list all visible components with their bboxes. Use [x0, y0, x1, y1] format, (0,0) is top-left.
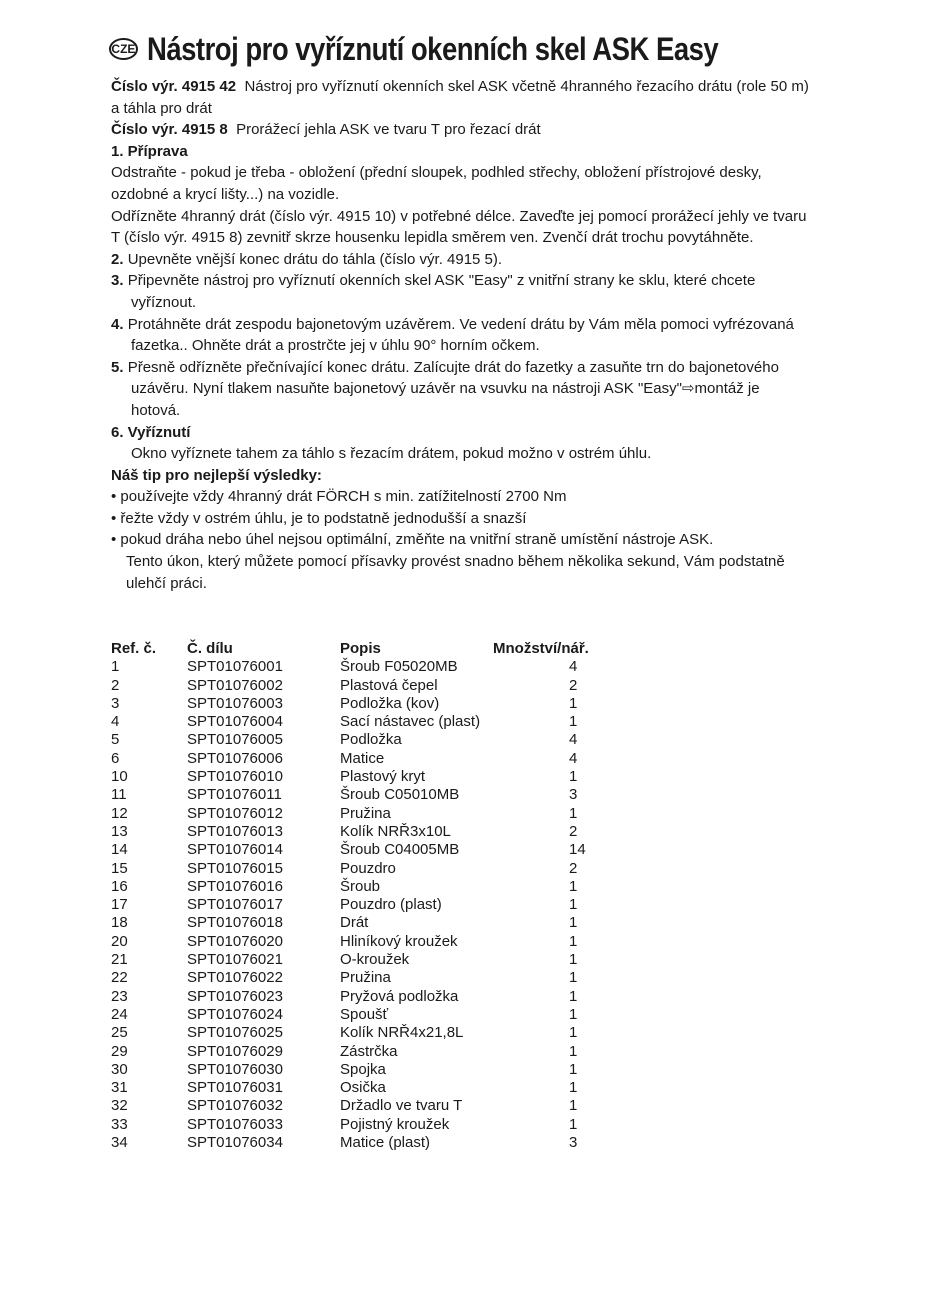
instructions-body: [111, 76, 811, 594]
intro-item: Číslo výr. 4915 42 Nástroj pro vyříznutí okenních skel ASK včetně 4hranného řezacího drátu (role 50 m) a táhla pro drát: [111, 78, 809, 117]
cell-description: Plastová čepel: [340, 676, 438, 694]
cell-description: Hliníkový kroužek: [340, 932, 458, 950]
cell-description: Šroub F05020MB: [340, 658, 458, 676]
cell-quantity: 1: [569, 877, 578, 895]
cell-description: Sací nástavec (plast): [340, 713, 481, 731]
parts-table-body: [111, 658, 613, 1152]
table-row: [111, 1024, 613, 1042]
table-row: [111, 1134, 613, 1152]
cell-description: Pouzdro: [340, 859, 396, 877]
table-row: [111, 1061, 613, 1079]
cell-ref: 33: [111, 1115, 128, 1133]
column-header-part-number: Č. dílu: [187, 640, 233, 657]
document-page: [111, 28, 811, 594]
cell-description: Držadlo ve tvaru T: [340, 1097, 463, 1115]
tip-item-continuation: Tento úkon, který můžete pomocí přísavky provést snadno během několika sekund, Vám podstatně ulehčí práci.: [126, 553, 785, 592]
cell-ref: 24: [111, 1005, 128, 1023]
step-1-paragraph: Odstraňte - pokud je třeba - obložení (přední sloupek, podhled střechy, obložení přístrojové desky, ozdobné a krycí lišty...) na vozidle.: [111, 164, 762, 203]
table-row: [111, 695, 613, 713]
step-3: 3. Připevněte nástroj pro vyříznutí okenních skel ASK "Easy" z vnitřní strany ke sklu, které chcete vyříznout.: [111, 272, 756, 311]
cell-ref: 13: [111, 822, 128, 840]
cell-quantity: 1: [569, 1079, 578, 1097]
cell-description: Matice (plast): [340, 1134, 431, 1152]
cell-description: Pružina: [340, 969, 391, 987]
cell-quantity: 1: [569, 969, 578, 987]
step-6-text: Okno vyříznete tahem za táhlo s řezacím drátem, pokud možno v ostrém úhlu.: [131, 445, 652, 463]
cell-part-number: SPT01076011: [187, 786, 282, 804]
step-1-heading: 1. Příprava: [111, 142, 188, 160]
cell-quantity: 4: [569, 749, 578, 767]
tip-item: • používejte vždy 4hranný drát FÖRCH s min. zatížitelností 2700 Nm: [111, 488, 567, 506]
table-row: [111, 677, 613, 695]
cell-part-number: SPT01076030: [187, 1060, 283, 1078]
cell-ref: 4: [111, 713, 120, 731]
cell-part-number: SPT01076022: [187, 969, 283, 987]
cell-part-number: SPT01076006: [187, 749, 283, 767]
table-row: [111, 878, 613, 896]
cell-quantity: 1: [569, 1115, 578, 1133]
cell-description: Plastový kryt: [340, 768, 426, 786]
cell-part-number: SPT01076021: [187, 951, 283, 969]
cell-part-number: SPT01076002: [187, 676, 283, 694]
table-row: [111, 1097, 613, 1115]
cell-part-number: SPT01076032: [187, 1097, 283, 1115]
table-row: [111, 860, 613, 878]
cell-quantity: 1: [569, 694, 578, 712]
cell-part-number: SPT01076025: [187, 1024, 283, 1042]
cell-description: Spojka: [340, 1060, 386, 1078]
cell-quantity: 1: [569, 1024, 578, 1042]
cell-part-number: SPT01076012: [187, 804, 283, 822]
cell-ref: 22: [111, 969, 128, 987]
cell-ref: 34: [111, 1134, 128, 1152]
page-title: Nástroj pro vyříznutí okenních skel ASK Easy: [146, 30, 719, 67]
step-5: 5. Přesně odřízněte přečnívající konec drátu. Zalícujte drát do fazetky a zasuňte trn do bajonetového uzávěru. Nyní tlakem nasuňte bajonetový uzávěr na vsuvku na nástroji ASK "Easy"⇨montáž je hotová.: [111, 358, 779, 419]
table-row: [111, 841, 613, 859]
cell-ref: 2: [111, 676, 120, 694]
cell-ref: 29: [111, 1042, 128, 1060]
cell-ref: 21: [111, 951, 128, 969]
cell-part-number: SPT01076024: [187, 1005, 283, 1023]
cell-part-number: SPT01076031: [187, 1079, 283, 1097]
cell-description: Kolík NRŘ3x10L: [340, 822, 451, 840]
title-row: [109, 28, 811, 70]
cell-ref: 1: [111, 658, 120, 676]
cell-quantity: 1: [569, 1042, 578, 1060]
cell-description: Zástrčka: [340, 1042, 398, 1060]
cell-ref: 3: [111, 694, 120, 712]
table-row: [111, 896, 613, 914]
cell-ref: 16: [111, 877, 128, 895]
step-1-paragraph: Odřízněte 4hranný drát (číslo výr. 4915 10) v potřebné délce. Zaveďte jej pomocí prorážecí jehly ve tvaru T (číslo výr. 4915 8) zevnitř skrze housenku lepidla směrem ven. Zvenčí drát trochu povytáhněte.: [111, 207, 807, 247]
cell-quantity: 1: [569, 768, 578, 786]
cell-quantity: 1: [569, 713, 578, 731]
parts-table: [111, 640, 613, 1152]
cell-ref: 14: [111, 841, 128, 859]
cell-part-number: SPT01076001: [187, 658, 283, 676]
table-row: [111, 914, 613, 932]
cell-ref: 10: [111, 768, 128, 786]
cell-part-number: SPT01076033: [187, 1115, 283, 1133]
cell-quantity: 1: [569, 987, 578, 1005]
cell-description: Pojistný kroužek: [340, 1115, 450, 1133]
cell-part-number: SPT01076003: [187, 694, 283, 712]
cell-description: Podložka (kov): [340, 694, 440, 712]
cell-quantity: 14: [569, 841, 586, 859]
cell-description: Matice: [340, 749, 385, 767]
cell-quantity: 2: [569, 859, 578, 877]
table-row: [111, 731, 613, 749]
cell-ref: 30: [111, 1060, 128, 1078]
cell-quantity: 1: [569, 1005, 578, 1023]
cell-part-number: SPT01076010: [187, 768, 283, 786]
column-header-quantity: Množství/nář.: [493, 640, 589, 657]
cell-ref: 25: [111, 1024, 128, 1042]
table-row: [111, 823, 613, 841]
table-row: [111, 969, 613, 987]
cell-ref: 20: [111, 932, 128, 950]
cell-part-number: SPT01076005: [187, 731, 283, 749]
cell-quantity: 1: [569, 951, 578, 969]
cell-part-number: SPT01076017: [187, 896, 283, 914]
table-row: [111, 951, 613, 969]
cell-ref: 11: [111, 786, 127, 804]
tip-heading: Náš tip pro nejlepší výsledky:: [111, 466, 322, 484]
cell-description: Šroub: [340, 877, 381, 895]
cell-description: O-kroužek: [340, 951, 410, 969]
step-6-heading: 6. Vyříznutí: [111, 423, 191, 441]
cell-description: Podložka: [340, 731, 402, 749]
cell-ref: 12: [111, 804, 128, 822]
cell-part-number: SPT01076013: [187, 822, 283, 840]
tip-item: • pokud dráha nebo úhel nejsou optimální, změňte na vnitřní straně umístění nástroje ASK.: [111, 531, 714, 549]
cell-description: Drát: [340, 914, 369, 932]
cell-quantity: 3: [569, 786, 578, 804]
cell-ref: 15: [111, 859, 128, 877]
cell-ref: 18: [111, 914, 128, 932]
cell-part-number: SPT01076034: [187, 1134, 283, 1152]
cell-quantity: 1: [569, 1060, 578, 1078]
cell-description: Pružina: [340, 804, 391, 822]
cell-description: Spoušť: [340, 1005, 389, 1023]
table-row: [111, 1116, 613, 1134]
table-row: [111, 805, 613, 823]
cell-ref: 31: [111, 1079, 128, 1097]
table-row: [111, 933, 613, 951]
cell-part-number: SPT01076018: [187, 914, 283, 932]
cell-description: Osička: [340, 1079, 386, 1097]
table-row: [111, 988, 613, 1006]
cell-description: Šroub C05010MB: [340, 786, 460, 804]
cell-quantity: 3: [569, 1134, 578, 1152]
cell-part-number: SPT01076020: [187, 932, 283, 950]
tip-item: • řežte vždy v ostrém úhlu, je to podstatně jednodušší a snazší: [111, 509, 527, 527]
cell-part-number: SPT01076014: [187, 841, 283, 859]
cell-quantity: 1: [569, 1097, 578, 1115]
parts-table-header: [111, 640, 613, 658]
column-header-description: Popis: [340, 640, 381, 657]
table-row: [111, 786, 613, 804]
cell-quantity: 1: [569, 914, 578, 932]
cell-description: Pryžová podložka: [340, 987, 459, 1005]
language-badge: CZE: [109, 38, 138, 60]
table-row: [111, 658, 613, 676]
cell-quantity: 4: [569, 658, 578, 676]
table-row: [111, 1006, 613, 1024]
step-4: 4. Protáhněte drát zespodu bajonetovým uzávěrem. Ve vedení drátu by Vám měla pomoci vyfrézovaná fazetka.. Ohněte drát a prostrčte jej v úhlu 90° horním očkem.: [111, 315, 794, 355]
cell-quantity: 1: [569, 804, 578, 822]
cell-ref: 17: [111, 896, 128, 914]
cell-ref: 32: [111, 1097, 128, 1115]
table-row: [111, 713, 613, 731]
cell-part-number: SPT01076004: [187, 713, 283, 731]
cell-quantity: 2: [569, 676, 578, 694]
cell-part-number: SPT01076015: [187, 859, 283, 877]
column-header-ref: Ref. č.: [111, 640, 157, 657]
table-row: [111, 1043, 613, 1061]
intro-item: Číslo výr. 4915 8 Prorážecí jehla ASK ve tvaru T pro řezací drát: [111, 121, 541, 139]
cell-quantity: 1: [569, 932, 578, 950]
table-row: [111, 768, 613, 786]
table-row: [111, 1079, 613, 1097]
step-2: 2. Upevněte vnější konec drátu do táhla (číslo výr. 4915 5).: [111, 250, 503, 268]
cell-ref: 23: [111, 987, 128, 1005]
cell-part-number: SPT01076029: [187, 1042, 283, 1060]
cell-description: Šroub C04005MB: [340, 841, 460, 859]
cell-quantity: 2: [569, 822, 578, 840]
cell-description: Pouzdro (plast): [340, 896, 442, 914]
table-row: [111, 750, 613, 768]
cell-ref: 6: [111, 749, 120, 767]
cell-part-number: SPT01076016: [187, 877, 283, 895]
cell-part-number: SPT01076023: [187, 987, 283, 1005]
cell-ref: 5: [111, 731, 120, 749]
cell-quantity: 4: [569, 731, 578, 749]
cell-description: Kolík NRŘ4x21,8L: [340, 1024, 464, 1042]
cell-quantity: 1: [569, 896, 578, 914]
